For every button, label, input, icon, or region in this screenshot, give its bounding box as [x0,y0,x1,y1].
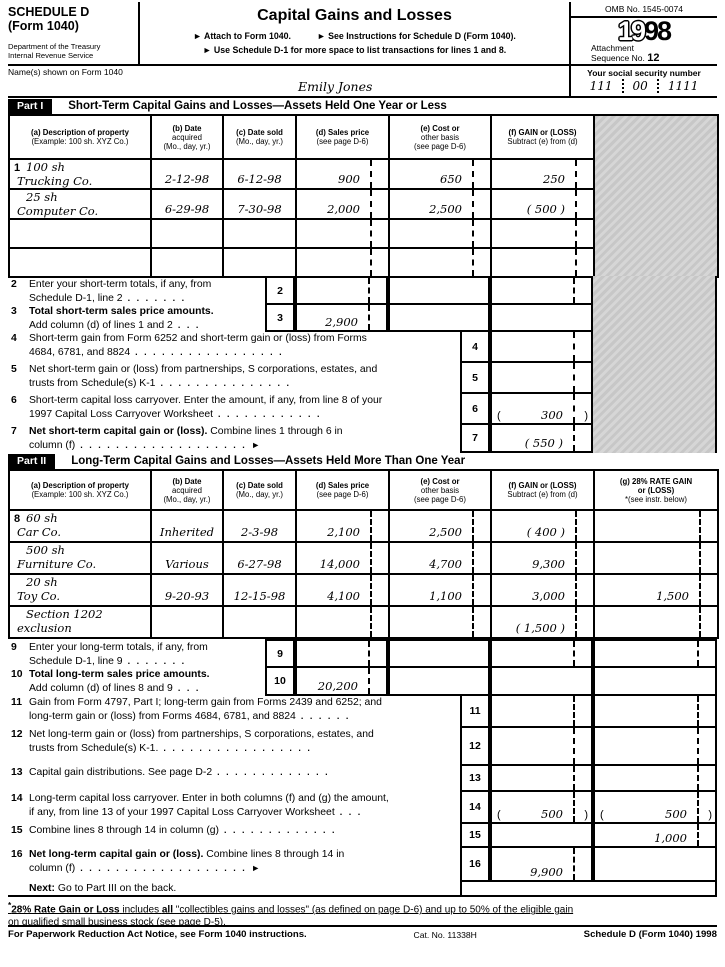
description-cell[interactable] [9,248,151,277]
sequence-number: Sequence No. 12 [591,51,660,64]
col-a-header: (a) Description of property (Example: 100 sh. XYZ Co.) [9,470,151,510]
line-15-shaded-f [490,822,593,848]
instruction-see: ► See Instructions for Schedule D (Form 1040). [316,31,516,41]
date-acquired-cell[interactable]: 6-29-98 [151,189,223,219]
part2-lines [8,639,717,897]
line-7-amount-f[interactable]: ( 550 ) [490,423,593,453]
line-6-amount-f[interactable]: ( 300 ) [490,392,593,425]
date-acquired-cell[interactable]: Inherited [151,510,223,542]
line-14-amount-g[interactable]: ( 500 ) [593,790,717,824]
line-4-amount-f[interactable] [490,330,593,363]
line-15-number: 15 [460,822,490,848]
schedule-name: SCHEDULE D [8,5,90,19]
line-11: 11 Gain from Form 4797, Part I; long-term gain from Forms 2439 and 6252; and long-term gain or (loss) from Forms 4684, 6781, and 8824 . . . . . . 11 [8,694,717,728]
line-3-shaded-f [490,303,593,332]
line-12: 12 Net long-term gain or (loss) from partnerships, S corporations, estates, and trusts from Schedule(s) K-1. . . . . . . . . . . . . . . . . . 12 [8,726,717,766]
col-e-header: (e) Cost or other basis (see page D-6) [389,470,491,510]
line-12-amount-g[interactable] [593,726,717,766]
sales-price-cell[interactable]: 14,000 [296,542,389,574]
attachment-label: Attachment [591,43,634,53]
line-3-shaded-e [388,303,490,332]
form-title-block [140,2,569,64]
rate-gain-cell[interactable] [594,510,718,542]
line-15: 15 Combine lines 8 through 14 in column (g) . . . . . . . . . . . . . 15 1,000 [8,822,717,848]
line-11-number: 11 [460,694,490,728]
col-e-header: (e) Cost or other basis (see page D-6) [389,115,491,159]
line-2: 2 Enter your short-term totals, if any, from Schedule D-1, line 2 . . . . . . . 2 [8,276,717,305]
col-d-header: (d) Sales price (see page D-6) [296,470,389,510]
line-16: 16 Net long-term capital gain or (loss). Combine lines 8 through 14 in column (f) . . . . . . . . . . . . . . . . . . . ► 16 9,900 [8,846,717,882]
gain-loss-cell[interactable]: 9,300 [491,542,594,574]
line-9: 9 Enter your long-term totals, if any, from Schedule D-1, line 9 . . . . . . . 9 [8,639,717,668]
line-5-number: 5 [460,361,490,394]
description-cell[interactable]: 25 sh Computer Co. [9,189,151,219]
sales-price-cell[interactable]: 2,000 [296,189,389,219]
rate-gain-footnote: *28% Rate Gain or Loss includes all "collectibles gains and losses" (as defined on page D-6) and up to 50% of the eligible gain on qualified small business stock (see page D-5). [8,895,717,925]
description-cell[interactable]: 20 sh Toy Co. [9,574,151,606]
form-title: Capital Gains and Losses [257,7,452,24]
line-6-number: 6 [460,392,490,425]
line-10-number: 10 [265,666,295,696]
description-cell[interactable]: 1 100 sh Trucking Co. [9,159,151,189]
date-sold-cell[interactable]: 6-12-98 [223,159,296,189]
line-2-number: 2 [265,276,295,305]
part1-lines [8,276,717,453]
line-16-shaded-g [593,846,717,882]
date-acquired-cell[interactable] [151,606,223,638]
date-sold-cell[interactable]: 6-27-98 [223,542,296,574]
line-3-number: 3 [265,303,295,332]
part2-table [8,469,719,639]
line-9-number: 9 [265,639,295,668]
line-4-number: 4 [460,330,490,363]
line-13-amount-g[interactable] [593,764,717,792]
name-field[interactable]: Emily Jones [298,79,373,94]
line-3-amount-d[interactable]: 2,900 [295,303,388,332]
form-number: (Form 1040) [8,19,79,33]
paperwork-notice: For Paperwork Reduction Act Notice, see Form 1040 instructions. [8,929,307,940]
line-13: 13 Capital gain distributions. See page D-2 . . . . . . . . . . . . . 13 [8,764,717,792]
line-5: 5 Net short-term gain or (loss) from partnerships, S corporations, estates, and trusts from Schedule(s) K-1 . . . . . . . . . . . . . . . 5 [8,361,717,394]
line-5-amount-f[interactable] [490,361,593,394]
form-id-block [8,2,140,64]
catalog-number: Cat. No. 11338H [413,930,477,940]
line-10: 10 Total long-term sales price amounts. Add column (d) of lines 8 and 9 . . . 10 20,200 [8,666,717,696]
table-row [9,606,718,638]
line-10-shaded-e [388,666,490,696]
agency-line-2: Internal Revenue Service [8,51,94,60]
cost-basis-cell[interactable]: 1,100 [389,574,491,606]
col-c-header: (c) Date sold (Mo., day, yr.) [223,470,296,510]
name-row [8,66,717,98]
part1-shaded-strip [594,115,718,277]
col-b-header: (b) Date acquired (Mo., day, yr.) [151,470,223,510]
line-16-number: 16 [460,846,490,882]
table-row [9,542,718,574]
line-10-amount-d[interactable]: 20,200 [295,666,388,696]
cost-basis-cell[interactable]: 650 [389,159,491,189]
line-10-shaded-g [593,666,717,696]
line-7-number: 7 [460,423,490,453]
next-row: Next: Go to Part III on the back. [8,880,717,897]
date-acquired-cell[interactable]: 2-12-98 [151,159,223,189]
date-acquired-cell[interactable]: Various [151,542,223,574]
date-acquired-cell[interactable] [151,219,223,248]
date-sold-cell[interactable]: 7-30-98 [223,189,296,219]
line-3: 3 Total short-term sales price amounts. Add column (d) of lines 1 and 2 . . . 3 2,900 [8,303,717,332]
description-cell[interactable]: 8 60 sh Car Co. [9,510,151,542]
line-14-number: 14 [460,790,490,824]
part1-title: Short-Term Capital Gains and Losses—Assets Held One Year or Less [68,100,447,112]
table-row [9,510,718,542]
part2-chip: Part II [8,454,55,469]
line-14-amount-f[interactable]: ( 500 ) [490,790,593,824]
col-b-header: (b) Date acquired (Mo., day, yr.) [151,115,223,159]
date-acquired-cell[interactable]: 9-20-93 [151,574,223,606]
rate-gain-cell[interactable] [594,542,718,574]
part1-table [8,114,719,278]
cost-basis-cell[interactable]: 2,500 [389,510,491,542]
gain-loss-cell[interactable] [491,248,594,277]
line-6: 6 Short-term capital loss carryover. Enter the amount, if any, from line 8 of your 1997 Capital Loss Carryover Worksheet . . . . . . . . . . . . 6 ( 300 ) [8,392,717,425]
sales-price-cell[interactable] [296,219,389,248]
part2-title: Long-Term Capital Gains and Losses—Assets Held More Than One Year [71,455,466,467]
line-9-amount-g[interactable] [593,639,717,668]
gain-loss-cell[interactable]: ( 500 ) [491,189,594,219]
line-11-amount-g[interactable] [593,694,717,728]
next-shaded-strip [460,880,717,897]
date-sold-cell[interactable] [223,219,296,248]
form-footer-id: Schedule D (Form 1040) 1998 [583,929,717,940]
cost-basis-cell[interactable]: 4,700 [389,542,491,574]
col-d-header: (d) Sales price (see page D-6) [296,115,389,159]
gain-loss-cell[interactable] [491,219,594,248]
sales-price-cell[interactable]: 4,100 [296,574,389,606]
rate-gain-cell[interactable] [594,606,718,638]
table-row [9,574,718,606]
line-9-amount-f[interactable] [490,639,593,668]
ssn-field[interactable]: 111 00 1111 [589,79,699,93]
gain-loss-cell[interactable]: 3,000 [491,574,594,606]
part1-bar [8,98,717,114]
col-g-header: (g) 28% RATE GAIN or (LOSS) *(see instr. below) [594,470,718,510]
form-header [8,2,717,66]
rate-gain-cell[interactable]: 1,500 [594,574,718,606]
date-sold-cell[interactable]: 12-15-98 [223,574,296,606]
line-16-amount-f[interactable]: 9,900 [490,846,593,882]
line-7: 7 Net short-term capital gain or (loss). Combine lines 1 through 6 in column (f) . . . . . . . . . . . . . . . . . . . ► 7 ( 550 ) [8,423,717,453]
line-12-number: 12 [460,726,490,766]
date-sold-cell[interactable] [223,248,296,277]
instruction-attach: ► Attach to Form 1040. [193,31,291,41]
name-label: Name(s) shown on Form 1040 [8,67,123,77]
sales-price-cell[interactable]: 2,100 [296,510,389,542]
agency-line-1: Department of the Treasury [8,42,101,51]
part2-bar [8,453,717,469]
instruction-d1: ► Use Schedule D-1 for more space to list transactions for lines 1 and 8. [202,45,507,55]
cost-basis-cell[interactable] [389,606,491,638]
col-f-header: (f) GAIN or (LOSS) Subtract (e) from (d) [491,470,594,510]
line-10-shaded-f [490,666,593,696]
gain-loss-cell[interactable]: ( 400 ) [491,510,594,542]
tax-year: 1998 [617,16,671,46]
col-f-header: (f) GAIN or (LOSS) Subtract (e) from (d) [491,115,594,159]
date-acquired-cell[interactable] [151,248,223,277]
sales-price-cell[interactable] [296,606,389,638]
line-2-amount-f[interactable] [490,276,593,305]
ssn-label: Your social security number [587,68,701,78]
line-12-amount-f[interactable] [490,726,593,766]
description-cell[interactable]: 500 sh Furniture Co. [9,542,151,574]
line-2-amount-d[interactable] [295,276,388,305]
omb-block [569,2,717,64]
line-11-amount-f[interactable] [490,694,593,728]
sales-price-cell[interactable] [296,248,389,277]
description-cell[interactable] [9,219,151,248]
line-9-amount-d[interactable] [295,639,388,668]
omb-number: OMB No. 1545-0074 [571,2,717,18]
cost-basis-cell[interactable] [389,219,491,248]
cost-basis-cell[interactable]: 2,500 [389,189,491,219]
line-2-shaded-e [388,276,490,305]
sales-price-cell[interactable]: 900 [296,159,389,189]
line-14: 14 Long-term capital loss carryover. Enter in both columns (f) and (g) the amount, if any, from line 13 of your 1997 Capital Loss Carryover Worksheet . . . 14 ( 500 ) ( 500 ) [8,790,717,824]
part1-chip: Part I [8,99,52,114]
line-13-amount-f[interactable] [490,764,593,792]
line-15-amount-g[interactable]: 1,000 [593,822,717,848]
cost-basis-cell[interactable] [389,248,491,277]
gain-loss-cell[interactable]: 250 [491,159,594,189]
line-13-number: 13 [460,764,490,792]
col-a-header: (a) Description of property (Example: 100 sh. XYZ Co.) [9,115,151,159]
description-cell[interactable]: Section 1202 exclusion [9,606,151,638]
line-9-shaded-e [388,639,490,668]
date-sold-cell[interactable]: 2-3-98 [223,510,296,542]
line-4: 4 Short-term gain from Form 6252 and short-term gain or (loss) from Forms 4684, 6781, and 8824 . . . . . . . . . . . . . . . . . 4 [8,330,717,363]
date-sold-cell[interactable] [223,606,296,638]
gain-loss-cell[interactable]: ( 1,500 ) [491,606,594,638]
col-c-header: (c) Date sold (Mo., day, yr.) [223,115,296,159]
